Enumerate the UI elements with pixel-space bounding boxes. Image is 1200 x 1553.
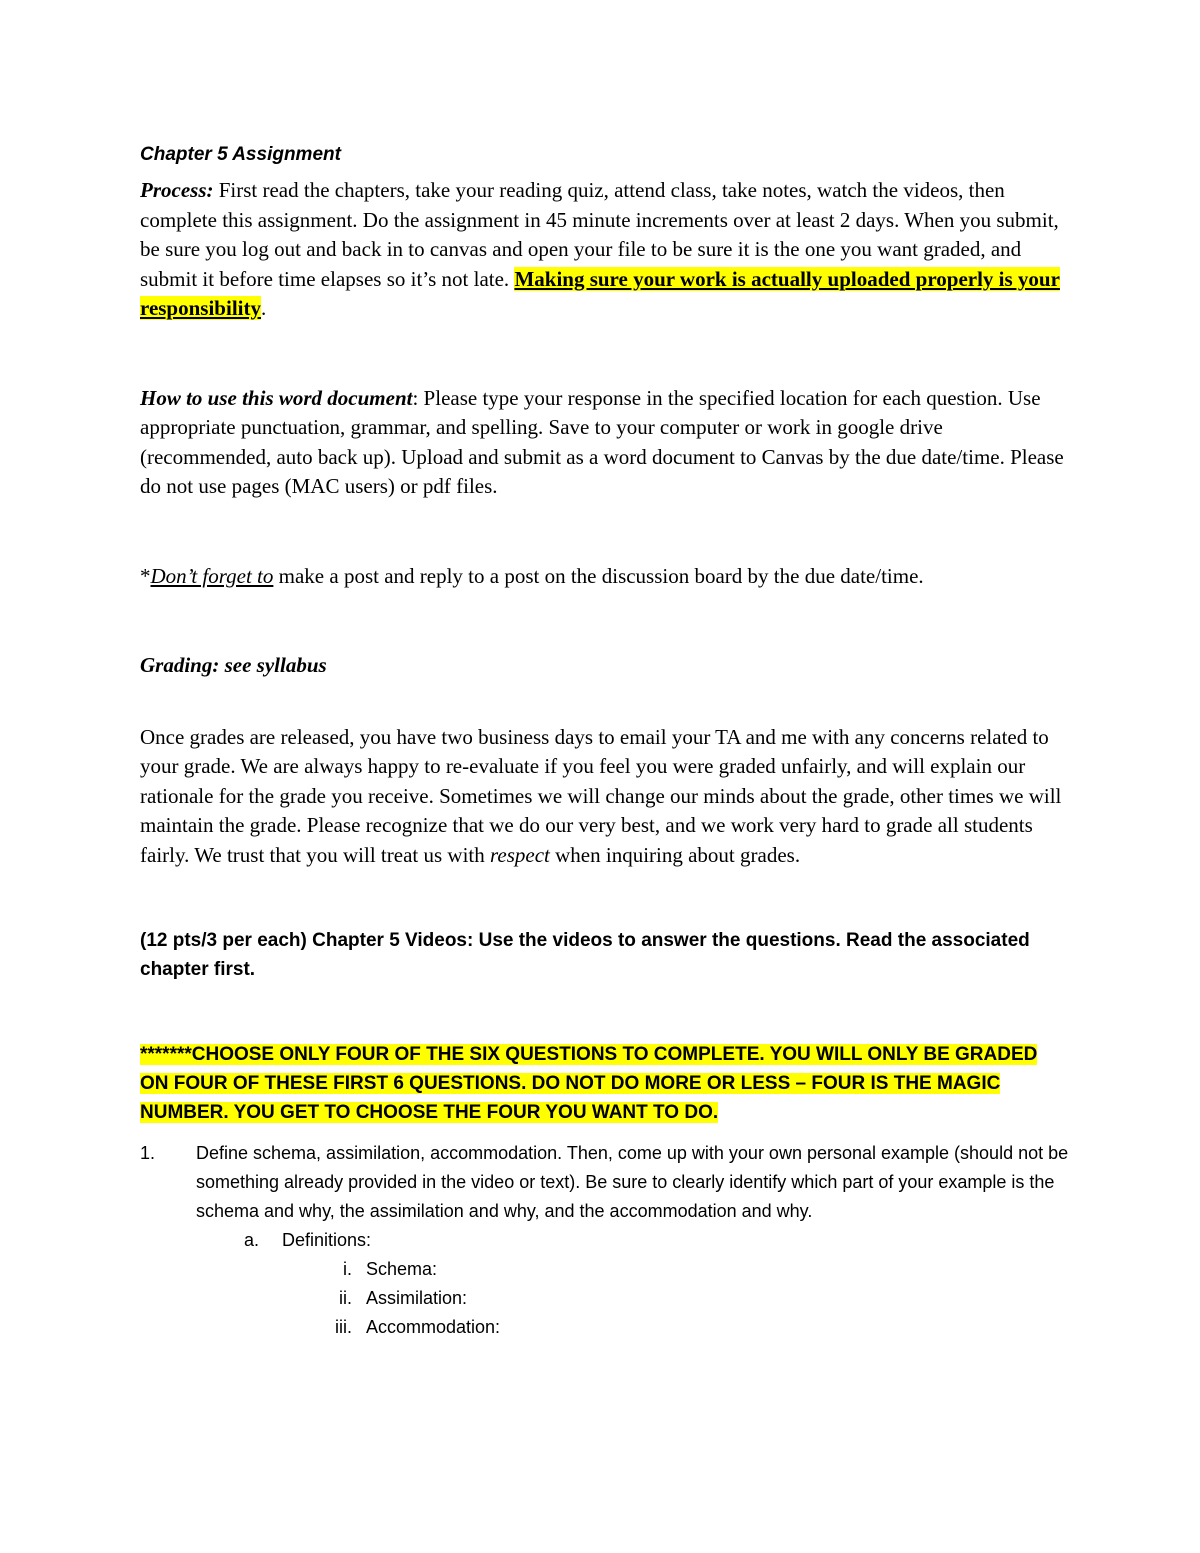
notice-highlight: *******CHOOSE ONLY FOUR OF THE SIX QUESTIONS TO COMPLETE. YOU WILL ONLY BE GRADED ON FOUR OF THESE FIRST 6 QUESTIONS. DO NOT DO MORE OR LESS – FOUR IS THE MAGIC NUMBER. YOU GET TO CHOOSE THE FOUR YOU WANT TO DO. [140, 1044, 1038, 1123]
reminder-text: make a post and reply to a post on the discussion board by the due date/time. [273, 563, 924, 588]
page-title: Chapter 5 Assignment [140, 144, 341, 165]
schema-answer-field[interactable]: Schema: [366, 1259, 438, 1279]
roman-label: iii. [335, 1317, 352, 1337]
grades-text-before: Once grades are released, you have two business days to email your TA and me with any concerns related to your grade. We are always happy to re-evaluate if you feel you were graded unfairly, and will explain our rationale for the grade you receive. Sometimes we will change our minds about the grade, other times we will maintain the grade. Please recognize that we do our very best, and we work very hard to grade all students fairly. We trust that you will treat us with [140, 724, 1062, 867]
definition-accommodation [312, 1313, 1070, 1342]
grading-heading: Grading: see syllabus [140, 653, 327, 677]
process-text: First read the chapters, take your reading quiz, attend class, take notes, watch the videos, then complete this assignment. Do the assignment in 45 minute increments over at least 2 days. When you submit, be sure you log out and back in to canvas and open your file to be sure it is the one you want graded, and submit it before time elapses so it’s not late. [140, 178, 1059, 291]
question-text: Define schema, assimilation, accommodation. Then, come up with your own personal example (should not be something already provided in the video or text). Be sure to clearly identify which part of your example is the schema and why, the assimilation and why, and the accommodation and why. [196, 1143, 1069, 1221]
question-list [140, 1139, 1070, 1342]
subitem-label: a. [244, 1230, 260, 1250]
assimilation-answer-field[interactable]: Assimilation: [366, 1288, 468, 1308]
howto-label: How to use this word document [140, 385, 413, 410]
roman-label: ii. [339, 1288, 352, 1308]
grades-text-emphasis: respect [490, 842, 550, 867]
process-end: . [260, 296, 267, 320]
definitions-subitem [244, 1226, 1070, 1255]
accommodation-answer-field[interactable]: Accommodation: [366, 1317, 501, 1337]
videos-heading: (12 pts/3 per each) Chapter 5 Videos: Use the videos to answer the questions. Read the associated chapter first. [140, 930, 1030, 980]
howto-text: : Please type your response in the specified location for each question. Use appropriate punctuation, grammar, and spelling. Save to your computer or work in google drive (recommended, auto back up). Upload and submit as a word document to Canvas by the due date/time. Please do not use pages (MAC users) or pdf files. [140, 385, 1064, 498]
process-label: Process: [140, 178, 214, 202]
roman-label: i. [343, 1259, 352, 1279]
grades-text-after: when inquiring about grades. [549, 842, 801, 867]
definition-assimilation [312, 1284, 1070, 1313]
grades-paragraph [140, 723, 1070, 871]
definition-schema [312, 1255, 1070, 1284]
document-body [140, 140, 1070, 1342]
question-number: 1. [140, 1143, 156, 1163]
notice-paragraph [140, 1040, 1070, 1127]
reminder-star: * [140, 563, 151, 588]
process-paragraph [140, 176, 1070, 324]
reminder-label: Don’t forget to [150, 563, 274, 588]
question-item [140, 1139, 1070, 1342]
howto-paragraph [140, 384, 1070, 502]
reminder-paragraph [140, 562, 1070, 592]
responsibility-highlight: Making sure your work is actually uploaded properly is your responsibility [140, 266, 1060, 320]
subitem-text: Definitions: [282, 1230, 372, 1250]
